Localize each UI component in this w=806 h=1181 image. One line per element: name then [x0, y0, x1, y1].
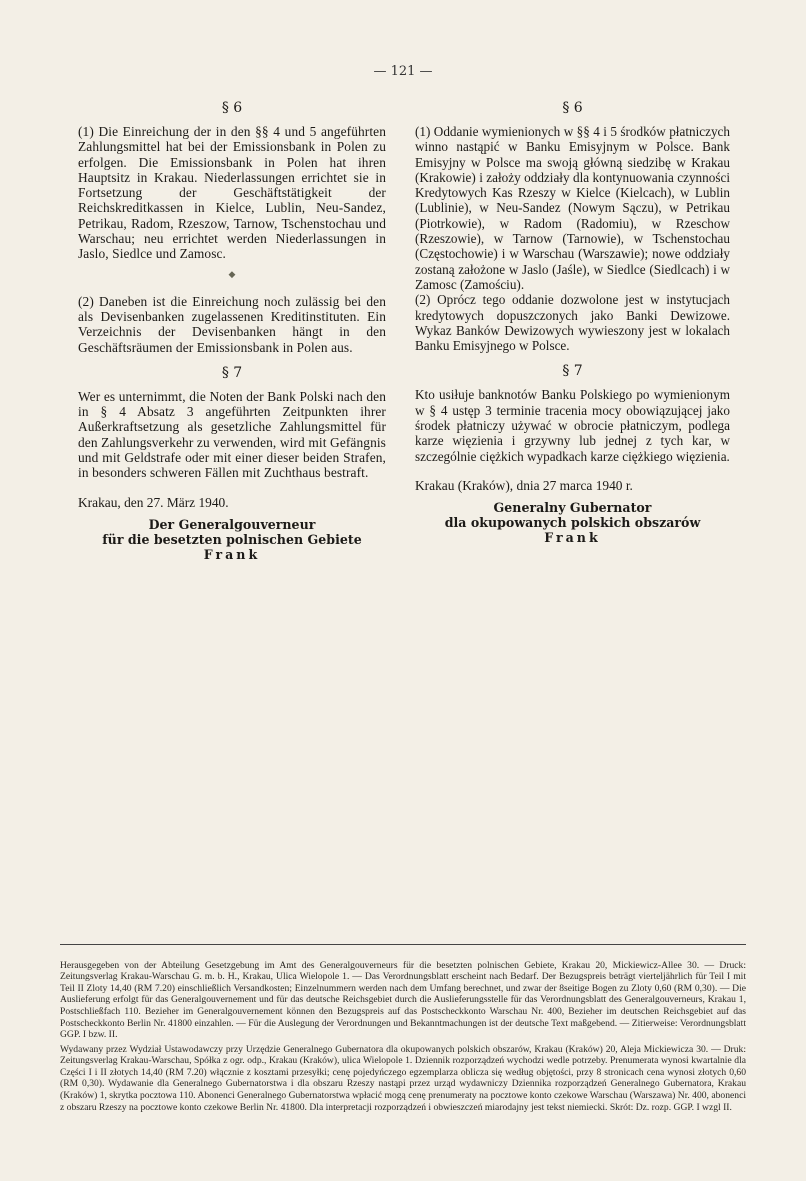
polish-section-7-paragraph: Kto usiłuje banknotów Banku Polskiego po wymienionym w § 4 ustęp 3 terminie tracenia mocy obowiązującej jako środek płatniczy używać w obrocie płatniczym, podlega karze więzienia i grzywny lub jednej z tych kar, w szczególnie ciężkich wypadkach karze ciężkiego więzienia. [415, 387, 730, 464]
polish-signature-name: Frank [544, 529, 601, 545]
polish-signature-title: Generalny Gubernator [493, 499, 652, 515]
footer-polish-imprint: Wydawany przez Wydział Ustawodawczy przy Urzędzie Generalnego Gubernatora dla okupowanych polskich obszarów, Krakau (Kraków) 20, Aleja Mickiewicza 30. — Druk: Zeitungsverlag Krakau-Warschau, Spółka z ogr. odp., Krakau (Kraków), ulica Wielopole 1. Dziennik rozporządzeń wychodzi wedle potrzeby. Prenumerata wynosi kwartalnie dla Części I i II złotych 14,40 (RM 7.20) włącznie z kosztami przesyłki; cenę pojedyńczego egzemplarza oblicza się według objętości, przy 8 stronicach cena wynosi złotych 0,60 (RM 0,30). Wydawanie dla Generalnego Gubernatorstwa i dla obszaru Rzeszy nastąpi przez urząd wydawniczy Dziennika rozporządzeń Generalnego Gubernatora, Krakau (Kraków) 1, skrytka pocztowa 110. Abonenci Generalnego Gubernatorstwa wpłacić mogą cenę prenumeraty na pocztowe konto czekowe Warschau (Warszawa) Nr. 400, abonenci z obszaru Rzeszy na pocztowe konto czekowe Berlin Nr. 41800. Dla interpretacji rozporządzeń i obwieszczeń miarodajny jest tekst niemiecki. Skrót: Dz. rozp. GGP. I wzgl II. [60, 1043, 746, 1113]
footer-divider [60, 944, 746, 945]
polish-section-6-paragraph-1: (1) Oddanie wymienionych w §§ 4 i 5 środków płatniczych winno nastąpić w Banku Emisyjnym w Polsce. Bank Emisyjny w Polsce ma swoją główną siedzibę w Krakau (Krakowie) i założy oddziały dla kontynuowania czynności Kredytowych Kas Rzeszy w Kielce (Kielcach), w Lublin (Lublinie), w Neu-Sandez (Nowym Sączu), w Petrikau (Piotrkowie), w Radom (Radomiu), w Rzeschow (Rzeszowie), w Tarnow (Tarnowie), w Tschenstochau (Częstochowie) i w Warschau (Warszawie); nowe oddziały zostaną założone w Jaslo (Jaśle), w Siedlce (Siedlcach) i w Zamosc (Zamościu). [415, 124, 730, 292]
german-section-6-paragraph-2: (2) Daneben ist die Einreichung noch zulässig bei den als Devisenbanken zugelassenen Kreditinstituten. Ein Verzeichnis der Devisenbanken hängt in den Geschäftsräumen der Emissionsbank in Polen aus. [78, 293, 386, 355]
polish-place-date: Krakau (Kraków), dnia 27 marca 1940 r. [415, 477, 633, 493]
german-signature-title: Der Generalgouverneur [148, 516, 316, 532]
footer-german-imprint: Herausgegeben von der Abteilung Gesetzgebung im Amt des Generalgouverneurs für die besetzten polnischen Gebiete, Krakau 20, Mickiewicz-Allee 30. — Druck: Zeitungsverlag Krakau-Warschau G. m. b. H., Krakau, Ulica Wielopole 1. — Das Verordnungsblatt erscheint nach Bedarf. Der Bezugspreis beträgt vierteljährlich für Teil I mit Teil II Zloty 14,40 (RM 7.20) einschließlich Versandkosten; Einzelnummern werden nach dem Umfang berechnet, und zwar der 8seitige Bogen zu Zloty 0,60 (RM 0,30). — Die Auslieferung erfolgt für das Generalgouvernement und für das deutsche Reichsgebiet durch die Auslieferungsstelle für das Verordnungsblatt des Generalgouverneurs, Krakau 1, Postschließfach 110. Bezieher im Generalgouvernement können den Bezugspreis auf das Postscheckkonto Warschau Nr. 400, Bezieher im deutschen Reichsgebiet auf das Postscheckkonto Berlin Nr. 41800 einzahlen. — Für die Auslegung der Verordnungen und Bekanntmachungen ist der deutsche Text maßgebend. — Zitierweise: Verordnungsblatt GGP. I bzw. II. [60, 959, 746, 1041]
ornament-dot: ◆ [228, 269, 236, 280]
german-place-date: Krakau, den 27. März 1940. [78, 494, 229, 510]
polish-section-6-heading: § 6 [562, 100, 583, 116]
german-signature-name: Frank [203, 546, 261, 562]
german-column [78, 100, 386, 562]
german-section-7-paragraph: Wer es unternimmt, die Noten der Bank Polski nach den in § 4 Absatz 3 angeführten Zeitpunkten ihrer Außerkraftsetzung als gesetzliche Zahlungsmittel für den Zahlungsverkehr zu verwenden, wird mit Gefängnis und mit Geldstrafe oder mit einer dieser beiden Strafen, in besonders schweren Fällen mit Zuchthaus bestraft. [78, 388, 386, 481]
polish-section-6-paragraph-2: (2) Oprócz tego oddanie dozwolone jest w instytucjach kredytowych dopuszczonych jako Banki Dewizowe. Wykaz Banków Dewizowych wywieszony jest w lokalach Banku Emisyjnego w Polsce. [415, 292, 730, 354]
page-number: — 121 — [373, 64, 433, 79]
polish-signature-subtitle: dla okupowanych polskich obszarów [444, 514, 701, 530]
polish-section-7-heading: § 7 [562, 363, 583, 380]
german-signature-subtitle: für die besetzten polnischen Gebiete [102, 531, 362, 547]
german-section-7-heading: § 7 [221, 364, 243, 381]
german-section-6-heading: § 6 [221, 100, 243, 116]
polish-column [415, 100, 730, 545]
german-section-6-paragraph-1: (1) Die Einreichung der in den §§ 4 und 5 angeführten Zahlungsmittel hat bei der Emissionsbank in Polen zu erfolgen. Die Emissionsbank in Polen hat ihren Hauptsitz in Krakau. Niederlassungen errichtet sie in Fortsetzung der Geschäftstätigkeit der Reichskreditkassen in Kielce, Lublin, Neu-Sandez, Petrikau, Radom, Rzeszow, Tarnow, Tschenstochau und Warschau; neu errichtet werden Niederlassungen in Jaslo, Siedlce und Zamosc. [78, 124, 386, 262]
